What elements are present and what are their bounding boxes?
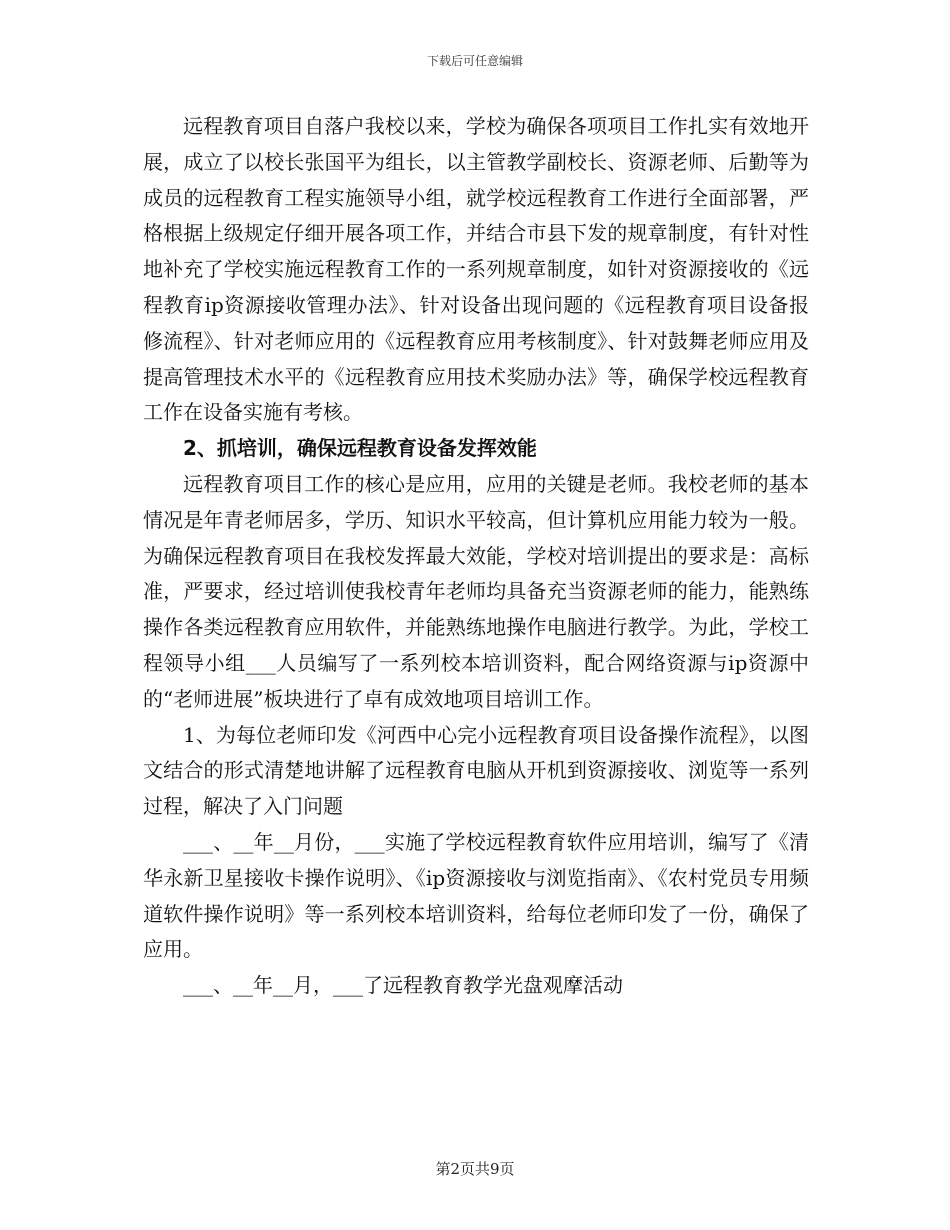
- paragraph: ___、__年__月，___了远程教育教学光盘观摩活动: [183, 973, 623, 998]
- paragraph: ___、__年__月份，___实施了学校远程教育软件应用培训，编写了《清华永新卫星接收卡操作说明》、《ip资源接收与浏览指南》、《农村党员专用频道软件操作说明》等一系列校本培训资料，给每位老师印发了一份，确保了应用。: [143, 829, 809, 962]
- page-footer: 第2页共9页: [435, 1160, 515, 1178]
- paragraph: 远程教育项目自落户我校以来，学校为确保各项项目工作扎实有效地开展，成立了以校长张国平为组长，以主管教学副校长、资源老师、后勤等为成员的远程教育工程实施领导小组，就学校远程教育工作进行全面部署，严格根据上级规定仔细开展各项工作，并结合市县下发的规章制度，有针对性地补充了学校实施远程教育工作的一系列规章制度，如针对资源接收的《远程教育ip资源接收管理办法》、针对设备出现问题的《远程教育项目设备报修流程》、针对老师应用的《远程教育应用考核制度》、针对鼓舞老师应用及提高管理技术水平的《远程教育应用技术奖励办法》等，确保学校远程教育工作在设备实施有考核。: [143, 114, 809, 425]
- paragraph: 1、为每位老师印发《河西中心完小远程教育项目设备操作流程》，以图文结合的形式清楚地讲解了远程教育电脑从开机到资源接收、浏览等一系列过程，解决了入门问题: [143, 722, 809, 819]
- paragraph: 远程教育项目工作的核心是应用，应用的关键是老师。我校老师的基本情况是年青老师居多，学历、知识水平较高，但计算机应用能力较为一般。为确保远程教育项目在我校发挥最大效能，学校对培训提出的要求是：高标准，严要求，经过培训使我校青年老师均具备充当资源老师的能力，能熟练操作各类远程教育应用软件，并能熟练地操作电脑进行教学。为此，学校工程领导小组___人员编写了一系列校本培训资料，配合网络资源与ip资源中的“老师进展”板块进行了卓有成效地项目培训工作。: [143, 471, 809, 711]
- page-header: 下载后可任意编辑: [426, 54, 523, 68]
- document-body: [143, 109, 809, 1004]
- section-heading: 2、抓培训，确保远程教育设备发挥效能: [183, 436, 537, 461]
